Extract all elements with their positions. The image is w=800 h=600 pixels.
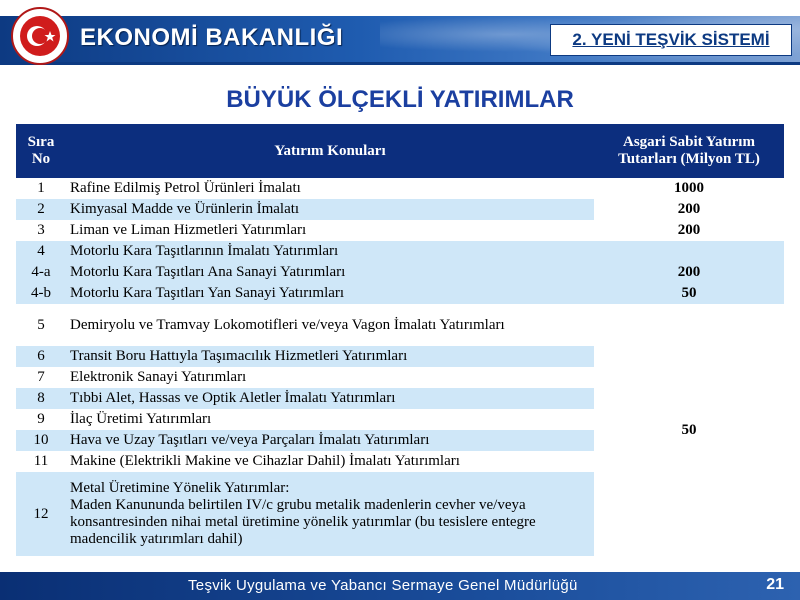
row-topic: Motorlu Kara Taşıtları Yan Sanayi Yatırımları (66, 283, 594, 304)
row-number: 8 (16, 388, 66, 409)
row-topic: Transit Boru Hattıyla Taşımacılık Hizmetleri Yatırımları (66, 346, 594, 367)
row-topic: Makine (Elektrikli Makine ve Cihazlar Dahil) İmalatı Yatırımları (66, 451, 594, 472)
footer-text: Teşvik Uygulama ve Yabancı Sermaye Genel Müdürlüğü (188, 577, 578, 594)
row-amount: 200 (594, 262, 784, 283)
row-topic: Kimyasal Madde ve Ürünlerin İmalatı (66, 199, 594, 220)
header-no-line2: No (31, 151, 51, 167)
row-amount: 50 (594, 283, 784, 304)
page-title: BÜYÜK ÖLÇEKLİ YATIRIMLAR (226, 86, 574, 113)
row-number: 7 (16, 367, 66, 388)
ministry-seal-icon (8, 6, 72, 66)
row-topic: Tıbbi Alet, Hassas ve Optik Aletler İmalatı Yatırımları (66, 388, 594, 409)
row-topic: Motorlu Kara Taşıtları Ana Sanayi Yatırımları (66, 262, 594, 283)
slide-header (0, 0, 800, 66)
row-number: 3 (16, 220, 66, 241)
section-box (550, 24, 792, 56)
header-row-number (16, 124, 66, 178)
row-topic: Liman ve Liman Hizmetleri Yatırımları (66, 220, 594, 241)
slide-footer (0, 572, 800, 600)
row-number: 5 (16, 304, 66, 346)
table-row (16, 241, 784, 262)
row-number: 12 (16, 472, 66, 556)
header-underline (0, 62, 800, 65)
header-topic: Yatırım Konuları (66, 124, 594, 178)
row-number: 6 (16, 346, 66, 367)
table-row (16, 220, 784, 241)
merged-amount: 50 (594, 304, 784, 556)
header-amount-line2: Tutarları (Milyon TL) (618, 151, 760, 167)
table-row (16, 178, 784, 199)
row-number: 10 (16, 430, 66, 451)
table-row (16, 199, 784, 220)
row-number: 11 (16, 451, 66, 472)
row-amount: 200 (594, 220, 784, 241)
row-topic: Motorlu Kara Taşıtlarının İmalatı Yatırımları (66, 241, 594, 262)
row-number: 4-b (16, 283, 66, 304)
table-row (16, 283, 784, 304)
row-number: 2 (16, 199, 66, 220)
row-topic: Rafine Edilmiş Petrol Ürünleri İmalatı (66, 178, 594, 199)
ministry-name: EKONOMİ BAKANLIĞI (80, 24, 344, 51)
table-row (16, 262, 784, 283)
row-amount: 1000 (594, 178, 784, 199)
header-amount-line1: Asgari Sabit Yatırım (623, 134, 755, 150)
row-topic: Elektronik Sanayi Yatırımları (66, 367, 594, 388)
row-topic: Demiryolu ve Tramvay Lokomotifleri ve/veya Vagon İmalatı Yatırımları (66, 304, 594, 346)
page-number: 21 (766, 576, 784, 593)
row-number: 1 (16, 178, 66, 199)
row-topic: İlaç Üretimi Yatırımları (66, 409, 594, 430)
investment-table (16, 124, 784, 556)
row-number: 9 (16, 409, 66, 430)
table-row (16, 304, 784, 346)
table-header-row (16, 124, 784, 178)
header-no-line1: Sıra (27, 134, 55, 150)
row-amount: 200 (594, 199, 784, 220)
row-topic: Metal Üretimine Yönelik Yatırımlar: Maden Kanununda belirtilen IV/c grubu metalik madenlerin cevher ve/veya konsantresinden nihai metal üretimine yönelik yatırımlar (bu tesislere entegre madencilik yatırımları dahil) (66, 472, 594, 556)
section-title: 2. YENİ TEŞVİK SİSTEMİ (572, 30, 770, 49)
row-topic: Hava ve Uzay Taşıtları ve/veya Parçaları İmalatı Yatırımları (66, 430, 594, 451)
header-amount (594, 124, 784, 178)
row-number: 4 (16, 241, 66, 262)
row-amount (594, 241, 784, 262)
row-number: 4-a (16, 262, 66, 283)
